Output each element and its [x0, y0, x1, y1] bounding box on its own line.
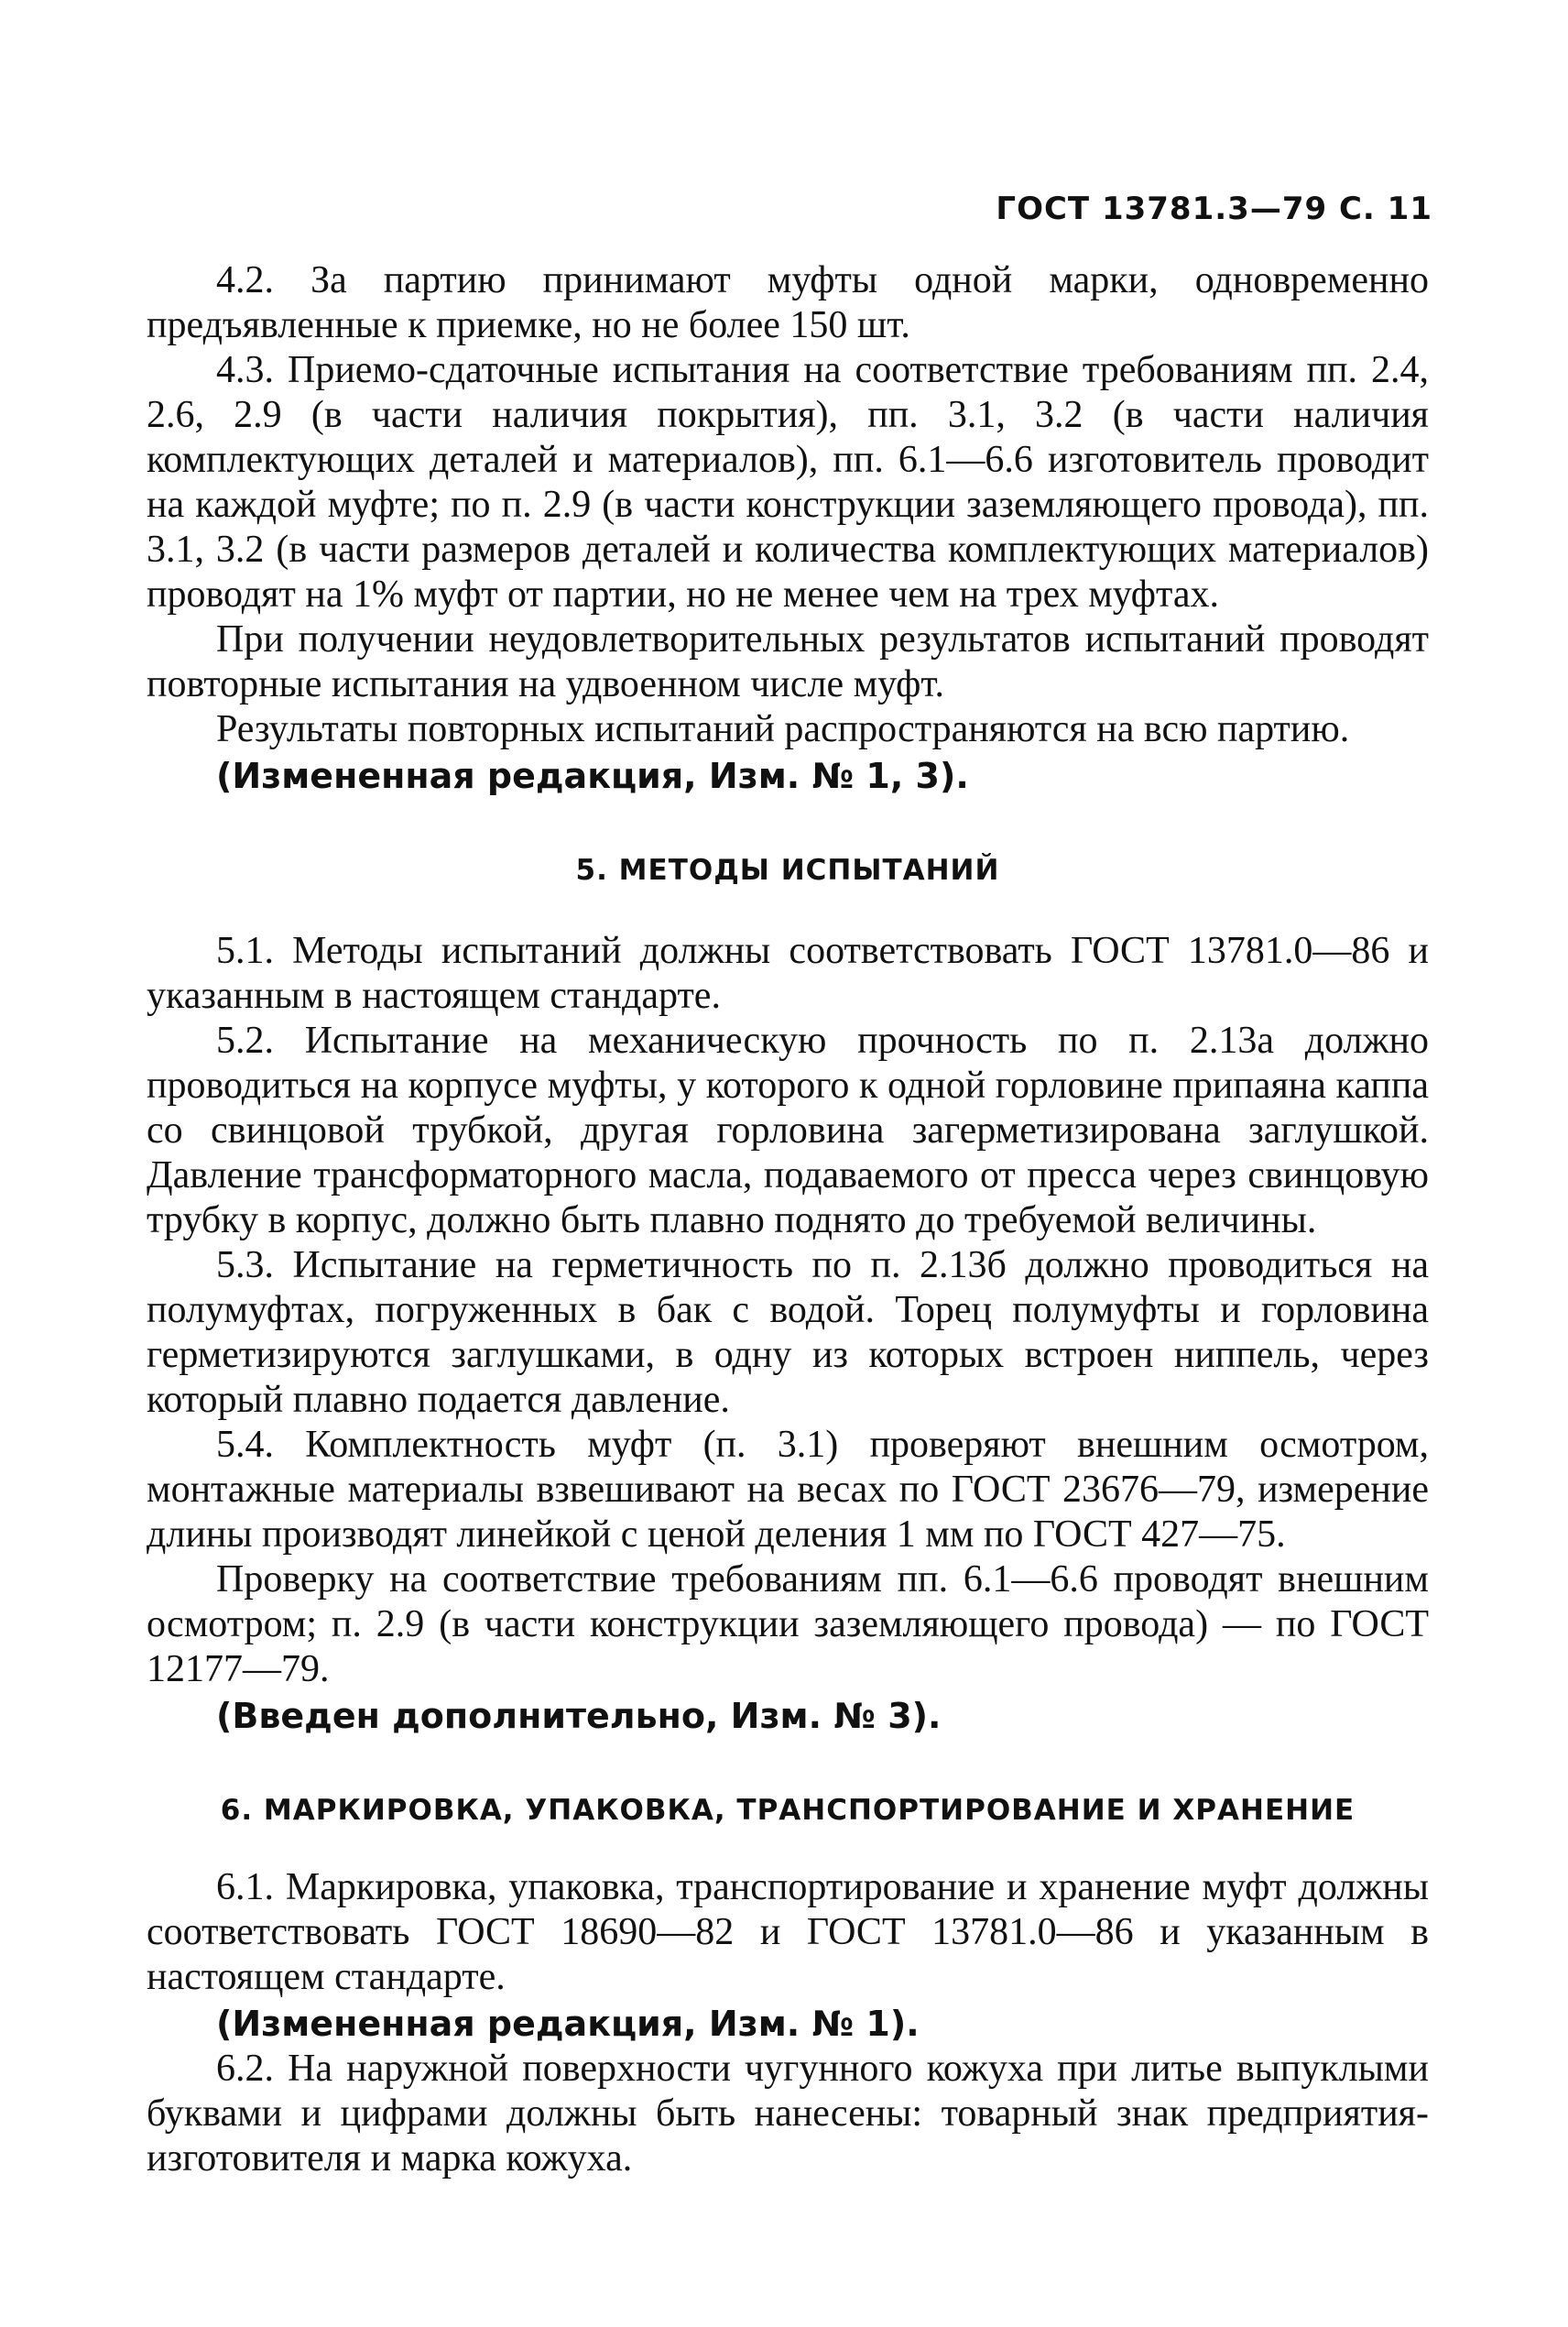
amendment-note-6: (Измененная редакция, Изм. № 1). [216, 2004, 920, 2044]
paragraph-retest-results: Результаты повторных испытаний распространяются на всю партию. [216, 708, 1350, 750]
paragraph-4-3: 4.3. Приемо-сдаточные испытания на соответствие требованиям пп. 2.4, 2.6, 2.9 (в части наличия покрытия), пп. 3.1, 3.2 (в части наличия комплектующих деталей и материалов), пп. 6.1—6.6 изготовитель проводит на каждой муфте; по п. 2.9 (в части конструкции заземляющего провода), пп. 3.1, 3.2 (в части размеров деталей и количества комплектующих материалов) проводят на 1% муфт от партии, но не менее чем на трех муфтах. [147, 349, 1429, 616]
paragraph-5-1: 5.1. Методы испытаний должны соответствовать ГОСТ 13781.0—86 и указанным в настоящем стандарте. [147, 930, 1429, 1017]
document-body [147, 258, 1429, 2181]
amendment-note-5: (Введен дополнительно, Изм. № 3). [216, 1696, 942, 1736]
amendment-note-4: (Измененная редакция, Изм. № 1, 3). [216, 756, 969, 796]
paragraph-5-3: 5.3. Испытание на герметичность по п. 2.13б должно проводиться на полумуфтах, погруженных в бак с водой. Торец полумуфты и горловина герметизируются заглушками, в одну из которых встроен ниппель, через который плавно подается давление. [147, 1244, 1429, 1421]
paragraph-5-4: 5.4. Комплектность муфт (п. 3.1) проверяют внешним осмотром, монтажные материалы взвешивают на весах по ГОСТ 23676—79, измерение длины производят линейкой с ценой деления 1 мм по ГОСТ 427—75. [147, 1424, 1429, 1556]
paragraph-5-2: 5.2. Испытание на механическую прочность по п. 2.13а должно проводиться на корпусе муфты, у которого к одной горловине припаяна каппа со свинцовой трубкой, другая горловина загерметизирована заглушкой. Давление трансформаторного масла, подаваемого от пресса через свинцовую трубку в корпус, должно быть плавно поднято до требуемой величины. [147, 1020, 1429, 1241]
paragraph-6-1: 6.1. Маркировка, упаковка, транспортирование и хранение муфт должны соответствовать ГОСТ 18690—82 и ГОСТ 13781.0—86 и указанным в настоящем стандарте. [147, 1866, 1429, 1998]
page-header: ГОСТ 13781.3—79 С. 11 [996, 191, 1432, 227]
section-6-title: 6. МАРКИРОВКА, УПАКОВКА, ТРАНСПОРТИРОВАНИЕ И ХРАНЕНИЕ [220, 1794, 1356, 1827]
section-5-title: 5. МЕТОДЫ ИСПЫТАНИЙ [575, 854, 1000, 887]
paragraph-6-2: 6.2. На наружной поверхности чугунного кожуха при литье выпуклыми буквами и цифрами должны быть нанесены: товарный знак предприятия-изготовителя и марка кожуха. [147, 2048, 1429, 2180]
paragraph-4-2: 4.2. За партию принимают муфты одной марки, одновременно предъявленные к приемке, но не более 150 шт. [147, 259, 1429, 346]
paragraph-retest: При получении неудовлетворительных результатов испытаний проводят повторные испытания на удвоенном числе муфт. [147, 618, 1429, 705]
paragraph-5-4-check: Проверку на соответствие требованиям пп. 6.1—6.6 проводят внешним осмотром; п. 2.9 (в части конструкции заземляющего провода) — по ГОСТ 12177—79. [147, 1558, 1429, 1690]
